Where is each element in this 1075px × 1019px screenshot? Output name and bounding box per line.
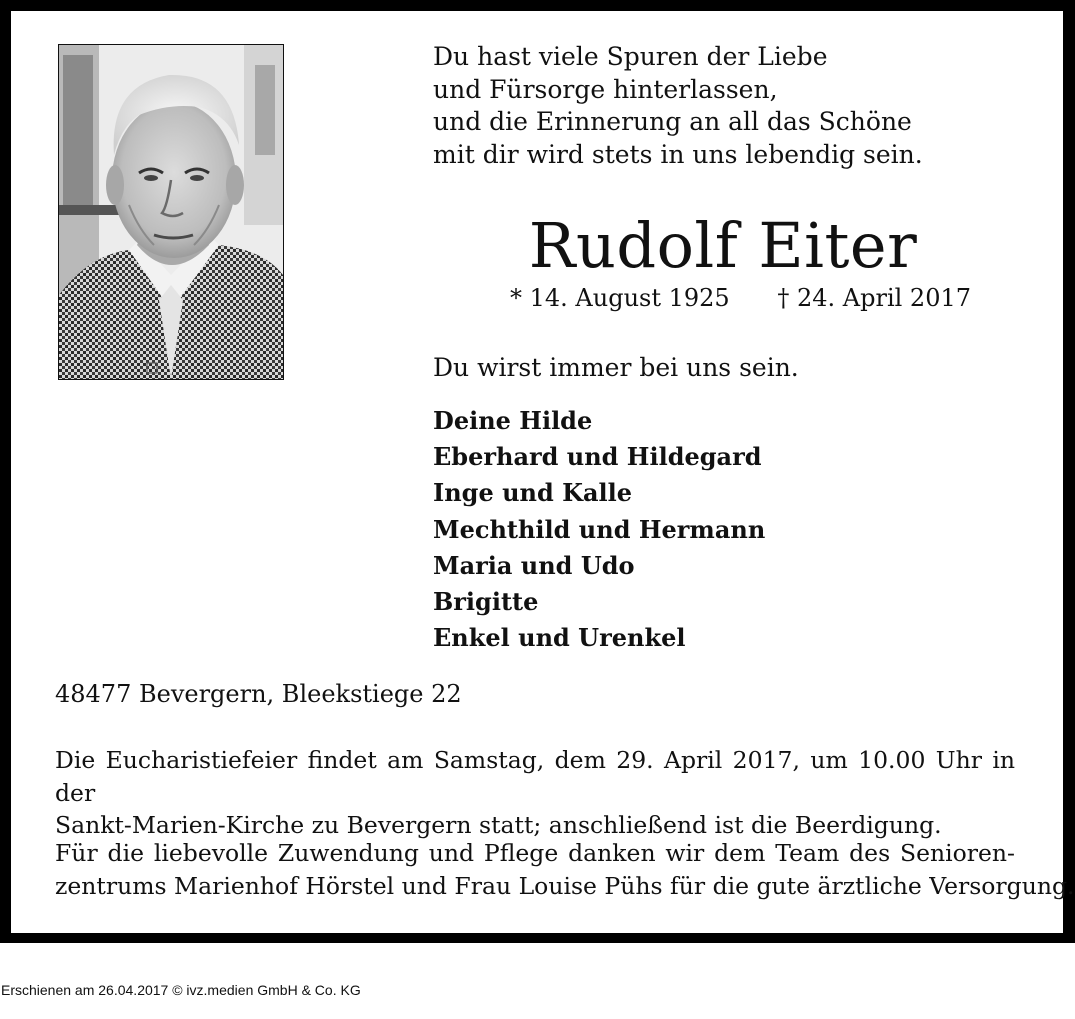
life-dates — [510, 283, 971, 313]
mourner-name: Deine Hilde — [433, 406, 593, 435]
service-line: Sankt-Marien-Kirche zu Bevergern statt; anschließend ist die Beerdigung. — [55, 811, 942, 839]
verse-line: und Fürsorge hinterlassen, — [433, 74, 778, 104]
mourner-name: Enkel und Urenkel — [433, 623, 686, 653]
birth-date: * 14. August 1925 — [510, 284, 730, 312]
thanks-notice — [55, 837, 1075, 902]
service-notice — [55, 744, 1015, 842]
memorial-verse — [433, 41, 923, 171]
death-date: † 24. April 2017 — [777, 284, 971, 312]
mourner-name: Inge und Kalle — [433, 478, 633, 508]
mourners-list — [433, 403, 765, 656]
mourner-name: Brigitte — [433, 587, 539, 617]
mourner-name: Maria und Udo — [433, 550, 635, 580]
mourner-name: Eberhard und Hildegard — [433, 442, 762, 472]
publication-footer: Erschienen am 26.04.2017 © ivz.medien GmbH & Co. KG — [1, 982, 361, 998]
thanks-line: Für die liebevolle Zuwendung und Pflege danken wir dem Team des Senioren- — [55, 839, 1015, 867]
verse-line: mit dir wird stets in uns lebendig sein. — [433, 139, 923, 169]
thanks-line: zentrums Marienhof Hörstel und Frau Louise Pühs für die gute ärztliche Versorgung. — [55, 871, 1075, 900]
verse-line: und die Erinnerung an all das Schöne — [433, 107, 912, 136]
mourner-name: Mechthild und Hermann — [433, 514, 766, 544]
deceased-name: Rudolf Eiter — [528, 209, 918, 282]
family-address: 48477 Bevergern, Bleekstiege 22 — [55, 680, 462, 708]
verse-line: Du hast viele Spuren der Liebe — [433, 42, 828, 71]
farewell-line: Du wirst immer bei uns sein. — [433, 353, 799, 382]
service-line: Die Eucharistiefeier findet am Samstag, dem 29. April 2017, um 10.00 Uhr in der — [55, 746, 1015, 807]
portrait-photo — [58, 44, 284, 380]
obituary-card — [11, 11, 1075, 933]
